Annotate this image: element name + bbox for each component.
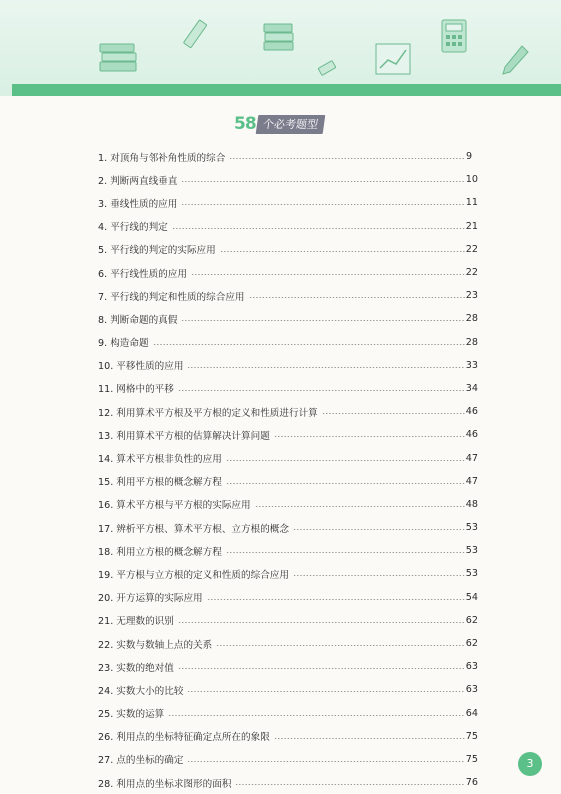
toc-entry[interactable]: 14. 算术平方根非负性的应用 47 [98,452,478,466]
toc-entry[interactable]: 7. 平行线的判定和性质的综合应用 23 [98,290,478,303]
toc-entry[interactable]: 19. 平方根与立方根的定义和性质的综合应用 53 [98,568,478,581]
header-band [12,84,561,96]
title-number: 58 [234,114,256,134]
toc-entry[interactable]: 8. 判断命题的真假 28 [98,313,478,326]
toc-entry[interactable]: 24. 实数大小的比较 63 [98,684,478,697]
toc-entry[interactable]: 23. 实数的绝对值 63 [98,661,478,674]
chart-board-icon [374,42,412,78]
toc-entry[interactable]: 2. 判断两直线垂直 10 [98,174,478,187]
eraser-icon [316,58,338,78]
toc-entry[interactable]: 5. 平行线的判定的实际应用 22 [98,243,478,257]
pencil-icon [500,44,530,76]
calculator-icon [440,18,468,54]
toc-entry[interactable]: 22. 实数与数轴上点的关系 62 [98,638,478,651]
toc-entry[interactable]: 6. 平行线性质的应用 22 [98,267,478,280]
toc-entry[interactable]: 3. 垂线性质的应用 11 [98,197,478,210]
toc-entry[interactable]: 4. 平行线的判定 21 [98,220,478,234]
toc-entry[interactable]: 26. 利用点的坐标特征确定点所在的象限 75 [98,730,478,744]
toc-entry[interactable]: 25. 实数的运算 64 [98,707,478,721]
ruler-icon [178,18,212,52]
toc-entry[interactable]: 17. 辨析平方根、算术平方根、立方根的概念 53 [98,522,478,535]
toc-entry[interactable]: 27. 点的坐标的确定 75 [98,753,478,767]
toc-entry[interactable]: 18. 利用立方根的概念解方程 53 [98,545,478,558]
page-title [234,114,324,134]
header-banner [0,0,561,96]
title-label: 个必考题型 [255,115,325,134]
toc-entry[interactable]: 21. 无理数的识别 62 [98,614,478,628]
toc-entry[interactable]: 13. 利用算术平方根的估算解决计算问题 46 [98,429,478,442]
toc-entry[interactable]: 20. 开方运算的实际应用 54 [98,591,478,605]
toc-entry[interactable]: 11. 网格中的平移 34 [98,382,478,396]
books-stack-icon [262,20,296,54]
toc-entry[interactable]: 9. 构造命题 28 [98,336,478,350]
toc-entry[interactable]: 28. 利用点的坐标求图形的面积 76 [98,777,478,790]
page-number-badge: 3 [518,752,542,776]
toc-entry[interactable]: 10. 平移性质的应用 33 [98,359,478,373]
toc-entry[interactable]: 15. 利用平方根的概念解方程 47 [98,475,478,489]
toc-entry[interactable]: 1. 对顶角与邻补角性质的综合 9 [98,151,473,164]
toc-entry[interactable]: 12. 利用算术平方根及平方根的定义和性质进行计算 46 [98,406,478,419]
table-of-contents [98,145,478,794]
toc-entry[interactable]: 16. 算术平方根与平方根的实际应用 48 [98,498,478,512]
books-icon [98,40,140,74]
